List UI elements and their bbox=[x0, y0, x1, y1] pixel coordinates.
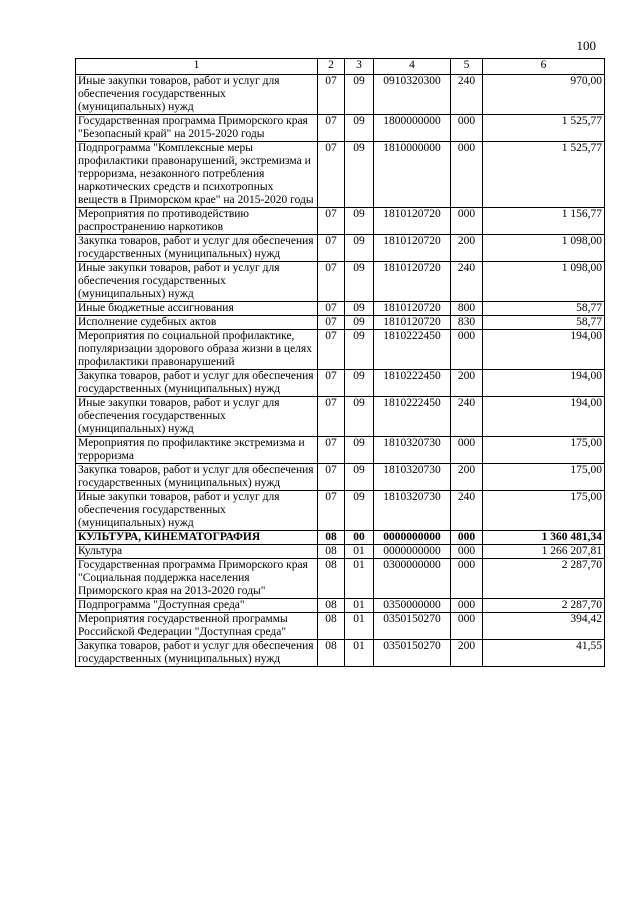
row-amount-cell: 1 156,77 bbox=[483, 208, 605, 235]
table-row bbox=[76, 559, 605, 599]
row-section-cell: 07 bbox=[318, 370, 345, 397]
row-section-cell: 08 bbox=[318, 599, 345, 613]
row-target-code-cell: 1810320730 bbox=[374, 464, 451, 491]
table-row bbox=[76, 491, 605, 531]
row-target-code-cell: 1800000000 bbox=[374, 115, 451, 142]
row-expense-kind-cell: 830 bbox=[451, 316, 483, 330]
row-subsection-cell: 01 bbox=[345, 599, 374, 613]
row-subsection-cell: 09 bbox=[345, 262, 374, 302]
row-amount-cell: 58,77 bbox=[483, 316, 605, 330]
page-number: 100 bbox=[576, 38, 596, 53]
row-name-cell: Закупка товаров, работ и услуг для обеспечения государственных (муниципальных) нужд bbox=[76, 464, 318, 491]
row-target-code-cell: 0350150270 bbox=[374, 640, 451, 667]
row-target-code-cell: 0300000000 bbox=[374, 559, 451, 599]
row-amount-cell: 175,00 bbox=[483, 437, 605, 464]
table-row bbox=[76, 599, 605, 613]
row-target-code-cell: 1810320730 bbox=[374, 491, 451, 531]
row-target-code-cell: 0000000000 bbox=[374, 545, 451, 559]
row-name-cell: Культура bbox=[76, 545, 318, 559]
row-target-code-cell: 1810320730 bbox=[374, 437, 451, 464]
row-name-cell: Мероприятия по социальной профилактике, популяризации здорового образа жизни в целях профилактики правонарушений bbox=[76, 330, 318, 370]
row-expense-kind-cell: 000 bbox=[451, 613, 483, 640]
row-section-cell: 07 bbox=[318, 437, 345, 464]
row-amount-cell: 1 098,00 bbox=[483, 262, 605, 302]
row-expense-kind-cell: 240 bbox=[451, 262, 483, 302]
table-row bbox=[76, 142, 605, 208]
row-subsection-cell: 09 bbox=[345, 316, 374, 330]
row-name-cell: Иные бюджетные ассигнования bbox=[76, 302, 318, 316]
row-expense-kind-cell: 000 bbox=[451, 208, 483, 235]
row-name-cell: Закупка товаров, работ и услуг для обеспечения государственных (муниципальных) нужд bbox=[76, 235, 318, 262]
row-target-code-cell: 1810120720 bbox=[374, 302, 451, 316]
row-amount-cell: 1 525,77 bbox=[483, 115, 605, 142]
row-subsection-cell: 01 bbox=[345, 545, 374, 559]
row-target-code-cell: 1810222450 bbox=[374, 397, 451, 437]
row-target-code-cell: 1810222450 bbox=[374, 330, 451, 370]
table-row bbox=[76, 464, 605, 491]
row-subsection-cell: 09 bbox=[345, 370, 374, 397]
row-amount-cell: 2 287,70 bbox=[483, 599, 605, 613]
row-expense-kind-cell: 000 bbox=[451, 531, 483, 545]
row-subsection-cell: 09 bbox=[345, 115, 374, 142]
row-target-code-cell: 1810120720 bbox=[374, 316, 451, 330]
row-subsection-cell: 09 bbox=[345, 437, 374, 464]
row-name-cell: Мероприятия по противодействию распространению наркотиков bbox=[76, 208, 318, 235]
row-target-code-cell: 0910320300 bbox=[374, 75, 451, 115]
row-target-code-cell: 0350000000 bbox=[374, 599, 451, 613]
row-subsection-cell: 09 bbox=[345, 208, 374, 235]
table-row bbox=[76, 370, 605, 397]
row-expense-kind-cell: 000 bbox=[451, 545, 483, 559]
row-amount-cell: 194,00 bbox=[483, 370, 605, 397]
row-amount-cell: 2 287,70 bbox=[483, 559, 605, 599]
row-name-cell: Мероприятия по профилактике экстремизма и терроризма bbox=[76, 437, 318, 464]
row-expense-kind-cell: 200 bbox=[451, 640, 483, 667]
row-amount-cell: 175,00 bbox=[483, 491, 605, 531]
row-name-cell: Закупка товаров, работ и услуг для обеспечения государственных (муниципальных) нужд bbox=[76, 640, 318, 667]
row-name-cell: Подпрограмма "Доступная среда" bbox=[76, 599, 318, 613]
row-section-cell: 07 bbox=[318, 208, 345, 235]
row-amount-cell: 58,77 bbox=[483, 302, 605, 316]
row-expense-kind-cell: 200 bbox=[451, 235, 483, 262]
row-target-code-cell: 1810120720 bbox=[374, 208, 451, 235]
row-expense-kind-cell: 000 bbox=[451, 559, 483, 599]
row-expense-kind-cell: 800 bbox=[451, 302, 483, 316]
row-section-cell: 07 bbox=[318, 491, 345, 531]
header-cell: 1 bbox=[76, 59, 318, 75]
table-row bbox=[76, 397, 605, 437]
row-target-code-cell: 1810000000 bbox=[374, 142, 451, 208]
row-section-cell: 08 bbox=[318, 545, 345, 559]
row-amount-cell: 1 360 481,34 bbox=[483, 531, 605, 545]
row-subsection-cell: 09 bbox=[345, 75, 374, 115]
header-cell: 2 bbox=[318, 59, 345, 75]
row-target-code-cell: 1810120720 bbox=[374, 235, 451, 262]
table-row bbox=[76, 235, 605, 262]
header-cell: 3 bbox=[345, 59, 374, 75]
row-subsection-cell: 09 bbox=[345, 397, 374, 437]
row-subsection-cell: 09 bbox=[345, 142, 374, 208]
row-expense-kind-cell: 000 bbox=[451, 330, 483, 370]
row-section-cell: 07 bbox=[318, 397, 345, 437]
row-amount-cell: 194,00 bbox=[483, 397, 605, 437]
row-section-cell: 07 bbox=[318, 142, 345, 208]
row-amount-cell: 1 266 207,81 bbox=[483, 545, 605, 559]
row-name-cell: Государственная программа Приморского края "Безопасный край" на 2015-2020 годы bbox=[76, 115, 318, 142]
header-cell: 5 bbox=[451, 59, 483, 75]
table-row bbox=[76, 262, 605, 302]
row-expense-kind-cell: 000 bbox=[451, 437, 483, 464]
row-name-cell: Иные закупки товаров, работ и услуг для обеспечения государственных (муниципальных) нужд bbox=[76, 491, 318, 531]
row-name-cell: Иные закупки товаров, работ и услуг для обеспечения государственных (муниципальных) нужд bbox=[76, 262, 318, 302]
header-cell: 4 bbox=[374, 59, 451, 75]
row-section-cell: 08 bbox=[318, 640, 345, 667]
row-expense-kind-cell: 200 bbox=[451, 464, 483, 491]
header-row bbox=[76, 59, 605, 75]
row-amount-cell: 194,00 bbox=[483, 330, 605, 370]
table-row bbox=[76, 208, 605, 235]
row-subsection-cell: 09 bbox=[345, 235, 374, 262]
row-expense-kind-cell: 000 bbox=[451, 115, 483, 142]
row-subsection-cell: 01 bbox=[345, 640, 374, 667]
row-amount-cell: 41,55 bbox=[483, 640, 605, 667]
row-expense-kind-cell: 000 bbox=[451, 142, 483, 208]
row-expense-kind-cell: 200 bbox=[451, 370, 483, 397]
row-section-cell: 07 bbox=[318, 316, 345, 330]
row-amount-cell: 970,00 bbox=[483, 75, 605, 115]
row-subsection-cell: 09 bbox=[345, 302, 374, 316]
row-target-code-cell: 1810120720 bbox=[374, 262, 451, 302]
row-name-cell: Государственная программа Приморского края "Социальная поддержка населения Приморского края на 2013-2020 годы" bbox=[76, 559, 318, 599]
row-section-cell: 07 bbox=[318, 75, 345, 115]
row-subsection-cell: 09 bbox=[345, 491, 374, 531]
table-row bbox=[76, 545, 605, 559]
row-amount-cell: 394,42 bbox=[483, 613, 605, 640]
table-row bbox=[76, 613, 605, 640]
row-name-cell: Иные закупки товаров, работ и услуг для обеспечения государственных (муниципальных) нужд bbox=[76, 397, 318, 437]
row-section-cell: 07 bbox=[318, 115, 345, 142]
row-section-cell: 08 bbox=[318, 559, 345, 599]
row-amount-cell: 175,00 bbox=[483, 464, 605, 491]
row-subsection-cell: 01 bbox=[345, 613, 374, 640]
table-row bbox=[76, 316, 605, 330]
row-target-code-cell: 0350150270 bbox=[374, 613, 451, 640]
row-subsection-cell: 01 bbox=[345, 559, 374, 599]
row-section-cell: 07 bbox=[318, 330, 345, 370]
row-name-cell: КУЛЬТУРА, КИНЕМАТОГРАФИЯ bbox=[76, 531, 318, 545]
row-expense-kind-cell: 240 bbox=[451, 397, 483, 437]
row-subsection-cell: 09 bbox=[345, 330, 374, 370]
row-expense-kind-cell: 240 bbox=[451, 491, 483, 531]
row-subsection-cell: 00 bbox=[345, 531, 374, 545]
budget-table bbox=[75, 58, 605, 667]
row-expense-kind-cell: 000 bbox=[451, 599, 483, 613]
row-section-cell: 07 bbox=[318, 262, 345, 302]
row-target-code-cell: 0000000000 bbox=[374, 531, 451, 545]
row-section-cell: 08 bbox=[318, 613, 345, 640]
table-row bbox=[76, 115, 605, 142]
table-row bbox=[76, 75, 605, 115]
row-subsection-cell: 09 bbox=[345, 464, 374, 491]
table-row bbox=[76, 640, 605, 667]
row-name-cell: Закупка товаров, работ и услуг для обеспечения государственных (муниципальных) нужд bbox=[76, 370, 318, 397]
row-expense-kind-cell: 240 bbox=[451, 75, 483, 115]
table-row bbox=[76, 531, 605, 545]
row-name-cell: Мероприятия государственной программы Российской Федерации "Доступная среда" bbox=[76, 613, 318, 640]
row-name-cell: Иные закупки товаров, работ и услуг для обеспечения государственных (муниципальных) нужд bbox=[76, 75, 318, 115]
row-section-cell: 07 bbox=[318, 302, 345, 316]
row-section-cell: 07 bbox=[318, 235, 345, 262]
row-section-cell: 07 bbox=[318, 464, 345, 491]
row-amount-cell: 1 525,77 bbox=[483, 142, 605, 208]
row-name-cell: Исполнение судебных актов bbox=[76, 316, 318, 330]
table-row bbox=[76, 302, 605, 316]
table-row bbox=[76, 437, 605, 464]
row-amount-cell: 1 098,00 bbox=[483, 235, 605, 262]
header-cell: 6 bbox=[483, 59, 605, 75]
row-target-code-cell: 1810222450 bbox=[374, 370, 451, 397]
row-section-cell: 08 bbox=[318, 531, 345, 545]
row-name-cell: Подпрограмма "Комплексные меры профилактики правонарушений, экстремизма и терроризма, незаконного потребления наркотических средств и психотропных веществ в Приморском крае" на 2015-2020 годы bbox=[76, 142, 318, 208]
table-row bbox=[76, 330, 605, 370]
